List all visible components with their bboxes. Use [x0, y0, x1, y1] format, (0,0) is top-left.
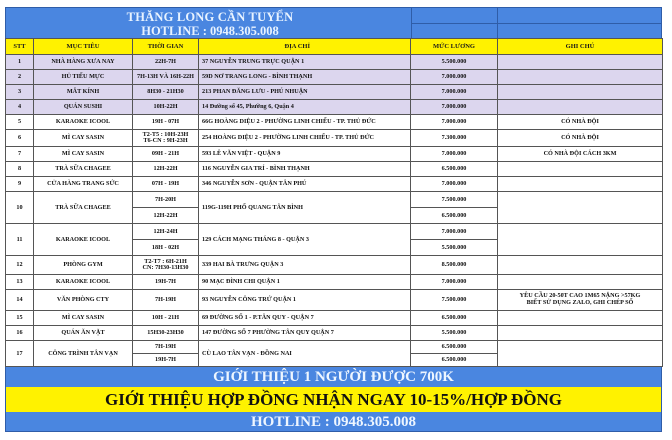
cell-stt: 11: [6, 224, 34, 256]
cell-stt: 14: [6, 290, 34, 311]
table-row: [6, 177, 663, 192]
cell-thoi-gian: 12H-24H: [133, 224, 199, 240]
table-row: [6, 311, 663, 326]
cell-thoi-gian: 22H-7H: [133, 55, 199, 70]
schedule-line: T6-CN : 9H-23H: [143, 137, 188, 144]
cell-muc-tieu: QUÁN ĂN VẶT: [34, 326, 133, 341]
page-title: THĂNG LONG CẦN TUYỂN: [126, 10, 294, 24]
cell-thoi-gian: 12H-22H: [133, 208, 199, 224]
cell-muc-tieu: PHÒNG GYM: [34, 256, 133, 275]
cell-ghi-chu: [498, 256, 663, 275]
cell-muc-tieu: KARAOKE ICOOL: [34, 224, 133, 256]
cell-stt: 15: [6, 311, 34, 326]
cell-muc-luong: 5.500.000: [411, 326, 498, 341]
cell-muc-luong: 7.000.000: [411, 115, 498, 130]
cell-dia-chi: 213 PHAN ĐĂNG LƯU - PHÚ NHUẬN: [199, 85, 411, 100]
table-row: [6, 70, 663, 85]
cell-thoi-gian: 10H-22H: [133, 100, 199, 115]
cell-ghi-chu: [498, 177, 663, 192]
cell-ghi-chu: [498, 55, 663, 70]
cell-muc-luong: 6.500.000: [411, 162, 498, 177]
cell-muc-luong: 5.500.000: [411, 240, 498, 256]
table-row: [6, 115, 663, 130]
cell-stt: 9: [6, 177, 34, 192]
table-row: [6, 224, 663, 240]
cell-stt: 2: [6, 70, 34, 85]
cell-stt: 13: [6, 275, 34, 290]
cell-muc-tieu: MÌ CAY SASIN: [34, 130, 133, 147]
table-row: [6, 162, 663, 177]
cell-muc-luong: 6.500.000: [411, 354, 498, 367]
cell-muc-tieu: CÔNG TRÌNH TÂN VẠN: [34, 341, 133, 367]
cell-muc-tieu: CỬA HÀNG TRANG SỨC: [34, 177, 133, 192]
cell-muc-tieu: KARAOKE ICOOL: [34, 115, 133, 130]
cell-thoi-gian: 10H - 21H: [133, 311, 199, 326]
schedule-line: T2-T7 : 6H-21H: [144, 257, 187, 265]
cell-ghi-chu: CÓ NHÀ ĐỘI: [498, 115, 663, 130]
cell-muc-luong: 6.500.000: [411, 341, 498, 354]
table-row: [6, 275, 663, 290]
footer-hotline-banner: HOTLINE : 0948.305.008: [5, 412, 662, 432]
col-header-stt: STT: [6, 39, 34, 55]
table-row: [6, 85, 663, 100]
cell-dia-chi: 69 ĐƯỜNG SỐ 1 - P.TÂN QUY - QUẬN 7: [199, 311, 411, 326]
cell-stt: 4: [6, 100, 34, 115]
table-row: [6, 256, 663, 275]
cell-muc-luong: 7.300.000: [411, 130, 498, 147]
cell-dia-chi: 119G-119H PHỔ QUANG TÂN BÌNH: [199, 192, 411, 224]
cell-dia-chi: 339 HAI BÀ TRƯNG QUẬN 3: [199, 256, 411, 275]
cell-muc-luong: 7.000.000: [411, 100, 498, 115]
cell-muc-tieu: MÌ CAY SASIN: [34, 147, 133, 162]
cell-thoi-gian: 19H-7H: [133, 354, 199, 367]
cell-ghi-chu: [498, 192, 663, 224]
cell-stt: 5: [6, 115, 34, 130]
cell-ghi-chu: [498, 162, 663, 177]
jobs-table: [5, 38, 663, 367]
cell-muc-tieu: MẮT KÍNH: [34, 85, 133, 100]
cell-dia-chi: 254 HOÀNG DIỆU 2 - PHƯỜNG LINH CHIỂU - TP. THỦ ĐỨC: [199, 130, 411, 147]
cell-thoi-gian: 19H - 07H: [133, 115, 199, 130]
cell-muc-luong: 7.000.000: [411, 275, 498, 290]
cell-muc-luong: 6.500.000: [411, 208, 498, 224]
table-row: [6, 341, 663, 354]
cell-muc-luong: 8.500.000: [411, 256, 498, 275]
cell-muc-tieu: KARAOKE ICOOL: [34, 275, 133, 290]
cell-dia-chi: 93 NGUYỄN CÔNG TRỨ QUẬN 1: [199, 290, 411, 311]
table-header-row: [6, 39, 663, 55]
cell-thoi-gian: 8H30 - 21H30: [133, 85, 199, 100]
cell-stt: 17: [6, 341, 34, 367]
cell-stt: 10: [6, 192, 34, 224]
cell-thoi-gian: 07H - 19H: [133, 177, 199, 192]
cell-stt: 12: [6, 256, 34, 275]
cell-dia-chi: 593 LÊ VĂN VIỆT - QUẬN 9: [199, 147, 411, 162]
cell-ghi-chu: CÓ NHÀ ĐỘI: [498, 130, 663, 147]
cell-muc-luong: 7.000.000: [411, 85, 498, 100]
cell-ghi-chu: [498, 341, 663, 367]
cell-muc-luong: 7.500.000: [411, 192, 498, 208]
cell-stt: 6: [6, 130, 34, 147]
cell-muc-luong: 5.500.000: [411, 55, 498, 70]
cell-dia-chi: 37 NGUYỄN TRUNG TRỰC QUẬN 1: [199, 55, 411, 70]
cell-dia-chi: 90 MẠC ĐÌNH CHI QUẬN 1: [199, 275, 411, 290]
table-row: [6, 100, 663, 115]
cell-dia-chi: 147 ĐƯỜNG SỐ 7 PHƯỜNG TÂN QUY QUẬN 7: [199, 326, 411, 341]
col-header-thoi-gian: THỜI GIAN: [133, 39, 199, 55]
divider: [411, 23, 661, 24]
table-row: [6, 147, 663, 162]
cell-thoi-gian: 7H-19H: [133, 341, 199, 354]
cell-ghi-chu: [498, 70, 663, 85]
title-band: [5, 7, 662, 38]
cell-muc-tieu: HỦ TIẾU MỰC: [34, 70, 133, 85]
cell-muc-tieu: NHÀ HÀNG XƯA NAY: [34, 55, 133, 70]
job-listing-sheet: [5, 7, 662, 432]
cell-thoi-gian: [133, 130, 199, 147]
cell-muc-luong: 7.000.000: [411, 70, 498, 85]
cell-ghi-chu: [498, 275, 663, 290]
contract-banner: GIỚI THIỆU HỢP ĐỒNG NHẬN NGAY 10-15%/HỢP ĐỒNG: [5, 387, 662, 412]
cell-muc-luong: 7.000.000: [411, 177, 498, 192]
cell-muc-tieu: QUÁN SUSHI: [34, 100, 133, 115]
cell-ghi-chu: [498, 311, 663, 326]
cell-ghi-chu: CÓ NHÀ ĐỘI CÁCH 3KM: [498, 147, 663, 162]
cell-dia-chi: 116 NGUYỄN GIA TRÍ - BÌNH THẠNH: [199, 162, 411, 177]
cell-stt: 1: [6, 55, 34, 70]
col-header-muc-luong: MỨC LƯƠNG: [411, 39, 498, 55]
cell-dia-chi: 66G HOÀNG DIỆU 2 - PHƯỜNG LINH CHIỂU - TP. THỦ ĐỨC: [199, 115, 411, 130]
schedule-line: T2-T5 : 10H-23H: [142, 130, 189, 138]
cell-ghi-chu: [498, 224, 663, 256]
table-row: [6, 192, 663, 208]
cell-thoi-gian: 09H - 21H: [133, 147, 199, 162]
table-row: [6, 130, 663, 147]
cell-muc-tieu: MÌ CAY SASIN: [34, 311, 133, 326]
cell-ghi-chu: [498, 85, 663, 100]
cell-thoi-gian: [133, 256, 199, 275]
col-header-ghi-chu: GHI CHÚ: [498, 39, 663, 55]
header-hotline: HOTLINE : 0948.305.008: [141, 24, 279, 38]
cell-muc-tieu: TRÀ SỮA CHAGEE: [34, 192, 133, 224]
cell-ghi-chu: YÊU CẦU 20-50T CAO 1M65 NẶNG >57KG BIẾT SỬ DỤNG ZALO, GHI CHÉP SỔ: [498, 290, 663, 311]
cell-muc-luong: 7.000.000: [411, 224, 498, 240]
cell-muc-luong: 7.000.000: [411, 147, 498, 162]
cell-ghi-chu: [498, 100, 663, 115]
cell-thoi-gian: 12H-22H: [133, 162, 199, 177]
cell-dia-chi: 59D NƠ TRANG LONG - BÌNH THẠNH: [199, 70, 411, 85]
cell-thoi-gian: 7H-13H VÀ 16H-22H: [133, 70, 199, 85]
table-row: [6, 55, 663, 70]
cell-stt: 3: [6, 85, 34, 100]
cell-dia-chi: 346 NGUYỄN SƠN - QUẬN TÂN PHÚ: [199, 177, 411, 192]
cell-stt: 16: [6, 326, 34, 341]
cell-muc-luong: 7.500.000: [411, 290, 498, 311]
cell-stt: 7: [6, 147, 34, 162]
col-header-muc-tieu: MỤC TIÊU: [34, 39, 133, 55]
cell-ghi-chu: [498, 326, 663, 341]
cell-dia-chi: 129 CÁCH MẠNG THÁNG 8 - QUẬN 3: [199, 224, 411, 256]
referral-banner: GIỚI THIỆU 1 NGƯỜI ĐƯỢC 700K: [5, 367, 662, 387]
col-header-dia-chi: ĐỊA CHỈ: [199, 39, 411, 55]
cell-thoi-gian: 18H - 02H: [133, 240, 199, 256]
cell-thoi-gian: 7H-20H: [133, 192, 199, 208]
cell-muc-tieu: VĂN PHÒNG CTY: [34, 290, 133, 311]
table-row: [6, 326, 663, 341]
cell-stt: 8: [6, 162, 34, 177]
table-row: [6, 290, 663, 311]
cell-thoi-gian: 7H-19H: [133, 290, 199, 311]
cell-muc-tieu: TRÀ SỮA CHAGEE: [34, 162, 133, 177]
cell-thoi-gian: 19H-7H: [133, 275, 199, 290]
schedule-line: CN: 7H30-13H30: [142, 264, 189, 271]
cell-thoi-gian: 15H30-23H30: [133, 326, 199, 341]
cell-dia-chi: 14 Đường số 45, Phường 6, Quận 4: [199, 100, 411, 115]
cell-dia-chi: CÙ LAO TÂN VẠN - ĐỒNG NAI: [199, 341, 411, 367]
cell-muc-luong: 6.500.000: [411, 311, 498, 326]
